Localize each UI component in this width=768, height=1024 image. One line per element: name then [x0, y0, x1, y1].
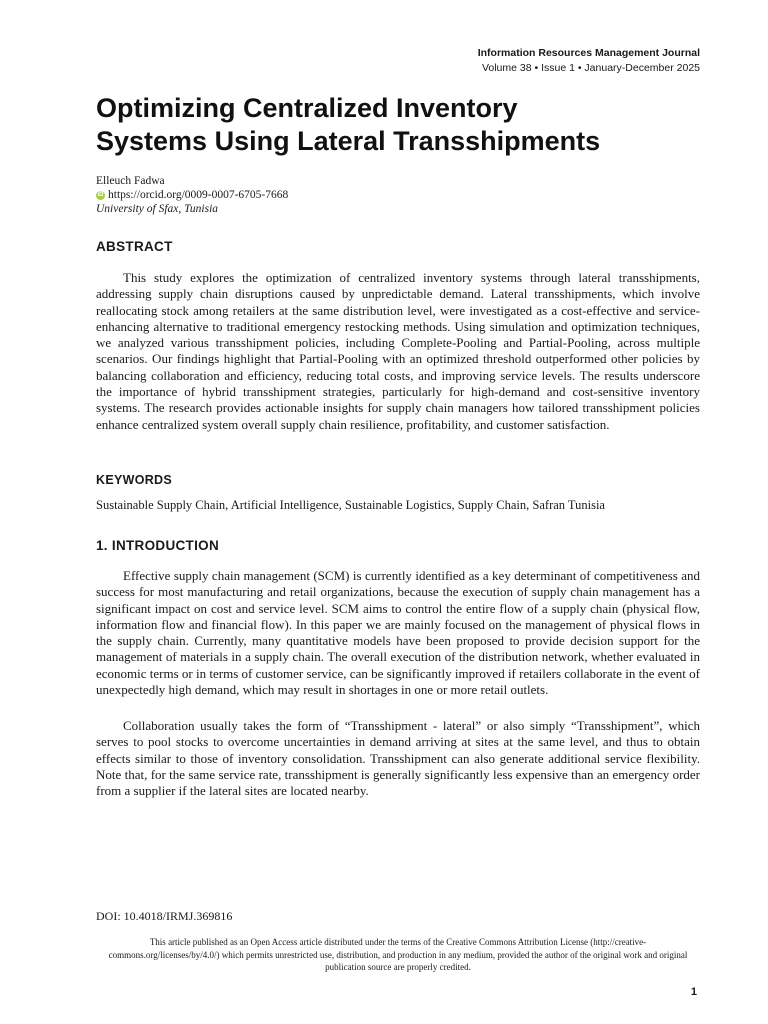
orcid-link[interactable]: https://orcid.org/0009-0007-6705-7668: [108, 189, 289, 201]
journal-header: [478, 46, 700, 76]
orcid-row: [96, 188, 288, 202]
author-name: Elleuch Fadwa: [96, 175, 165, 187]
keywords-text: Sustainable Supply Chain, Artificial Intelligence, Sustainable Logistics, Supply Chain, Safran Tunisia: [96, 498, 605, 512]
orcid-icon: iD: [97, 192, 104, 198]
page-number: 1: [690, 986, 697, 998]
introduction-heading: 1. INTRODUCTION: [96, 538, 220, 553]
introduction-paragraph-1: Effective supply chain management (SCM) is currently identified as a key determinant of competitiveness and success for most manufacturing and retail organizations, because the execution of supply chain management has a significant impact on cost and service level. SCM aims to control the entire flow of a supply chain (physical flow, information flow and financial flow). In this paper we are mainly focused on the management of physical flows in the supply chain. Currently, many quantitative models have been proposed to provide decision support for the management of materials in a supply chain. The overall execution of the distribution network, whether evaluated in economic terms or in terms of customer service, can be significantly improved if retailers collaborate in the event of unexpectedly high demand, which may result in shortages in one or more retail outlets.: [96, 568, 700, 698]
license-notice: This article published as an Open Access article distributed under the terms of the Creative Commons Attribution License (http://creative-commons.org/licenses/by/4.0/) which permits unrestricted use, distribution, and production in any medium, provided the author of the original work and original publication source are properly credited.: [108, 937, 688, 972]
abstract-heading: ABSTRACT: [96, 239, 173, 254]
author-affiliation: University of Sfax, Tunisia: [96, 203, 219, 215]
issue-info: Volume 38 • Issue 1 • January-December 2025: [481, 62, 700, 74]
title-line-2: Systems Using Lateral Transshipments: [96, 126, 601, 156]
article-title: [96, 92, 696, 158]
title-line-1: Optimizing Centralized Inventory: [96, 93, 518, 123]
introduction-paragraph-2: Collaboration usually takes the form of “Transshipment - lateral” or also simply “Transshipment”, which serves to pool stocks to overcome uncertainties in demand arriving at sites at the same level, and thus to obtain effects similar to those of inventory consolidation. Transshipment can also generate additional service flexibility. Note that, for the same service rate, transshipment is generally significantly less expensive than an emergency order from a supplier if the lateral sites are located nearby.: [96, 718, 700, 799]
abstract-text: This study explores the optimization of centralized inventory systems through lateral transshipments, addressing supply chain disruptions caused by unpredictable demand. Lateral transshipments, which involve reallocating stock among retailers at the same distribution level, were investigated as a cost-effective and service-enhancing alternative to traditional emergency restocking methods. Using simulation and optimization techniques, we analyzed various transshipment policies, including Complete-Pooling and Partial-Pooling, across multiple scenarios. Our findings highlight that Partial-Pooling with an optimized threshold outperformed other policies by balancing collaboration and efficiency, reducing total costs, and improving service levels. The results underscore the importance of hybrid transshipment strategies, particularly for high-demand and cost-sensitive inventory systems. The research provides actionable insights for supply chain managers how tailored transshipment policies enhance centralized system overall supply chain resilience, profitability, and customer satisfaction.: [96, 270, 700, 432]
author-block: [96, 174, 288, 216]
journal-name: Information Resources Management Journal: [477, 47, 700, 59]
doi[interactable]: DOI: 10.4018/IRMJ.369816: [96, 909, 233, 923]
keywords-heading: KEYWORDS: [96, 473, 173, 487]
